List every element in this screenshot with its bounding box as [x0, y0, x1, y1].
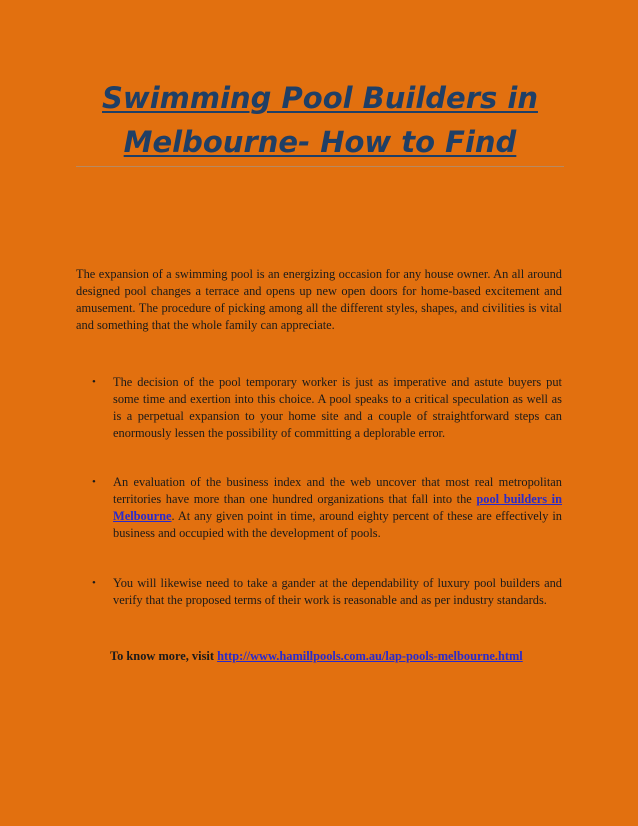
bullet-text-3: You will likewise need to take a gander at the dependability of luxury pool builders and verify that the proposed terms of their work is reasonable and as per industry standards.	[113, 576, 562, 607]
page-title	[76, 76, 564, 164]
title-divider	[76, 166, 564, 167]
bullet-text-2-before: An evaluation of the business index and the web uncover that most real metropolitan territories have more than one hundred organizations that fall into the	[113, 475, 562, 506]
more-info-label: To know more, visit	[110, 649, 218, 663]
bullet-text-2-after: . At any given point in time, around eighty percent of these are effectively in business and occupied with the development of pools.	[113, 509, 562, 540]
bullet-text-2	[113, 474, 562, 542]
title-line-1: Swimming Pool Builders in	[102, 81, 538, 115]
more-info-line	[110, 648, 570, 665]
intro-paragraph: The expansion of a swimming pool is an energizing occasion for any house owner. An all around designed pool changes a terrace and opens up new open doors for home-based excitement and amusement. The procedure of picking among all the different styles, shapes, and civilities is vital and something that the whole family can appreciate.	[76, 267, 562, 332]
bullet-icon: •	[92, 577, 96, 589]
bullet-icon: •	[92, 376, 96, 388]
pool-builders-link[interactable]: pool builders in Melbourne	[113, 492, 562, 523]
title-line-2: Melbourne- How to Find	[123, 125, 517, 159]
bullet-icon: •	[92, 476, 96, 488]
website-link[interactable]: http://www.hamillpools.com.au/lap-pools-melbourne.html	[217, 649, 523, 663]
bullet-text-1: The decision of the pool temporary worker is just as imperative and astute buyers put some time and exertion into this choice. A pool speaks to a critical speculation as well as is a perpetual expansion to your home site and a couple of straightforward steps can enormously lessen the possibility of committing a deplorable error.	[113, 375, 562, 440]
